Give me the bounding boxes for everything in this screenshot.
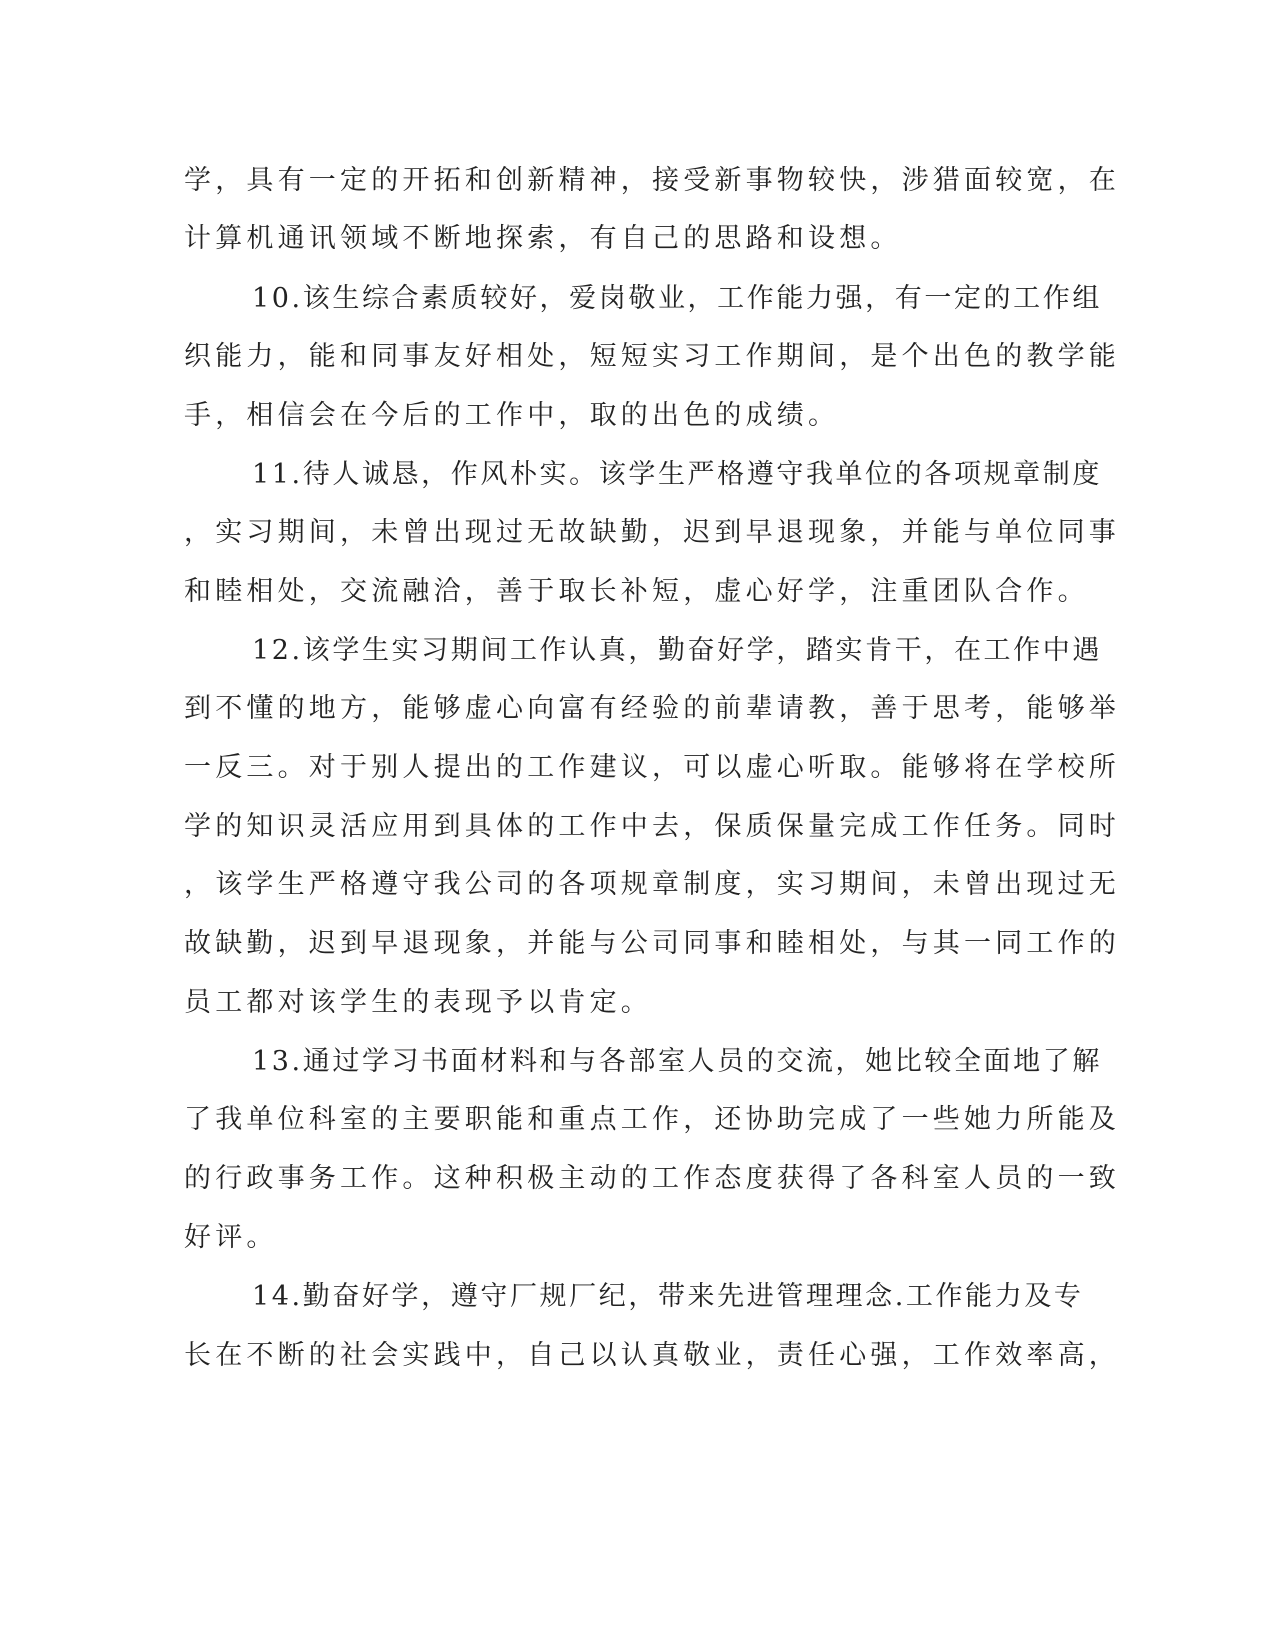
paragraph-line: 织能力，能和同事友好相处，短短实习工作期间，是个出色的教学能	[184, 341, 1120, 372]
paragraph-line: 的行政事务工作。这种积极主动的工作态度获得了各科室人员的一致	[184, 1163, 1120, 1194]
paragraph-line: 长在不断的社会实践中，自己以认真敬业，责任心强，工作效率高，	[184, 1340, 1120, 1371]
paragraph-line: 学的知识灵活应用到具体的工作中去，保质保量完成工作任务。同时	[184, 811, 1120, 842]
paragraph-line: 了我单位科室的主要职能和重点工作，还协助完成了一些她力所能及	[184, 1104, 1120, 1135]
paragraph-13-first-line: 13.通过学习书面材料和与各部室人员的交流，她比较全面地了解	[252, 1046, 1102, 1077]
paragraph-12-first-line: 12.该学生实习期间工作认真，勤奋好学，踏实肯干，在工作中遇	[252, 635, 1102, 666]
paragraph-line: 到不懂的地方，能够虚心向富有经验的前辈请教，善于思考，能够举	[184, 693, 1120, 724]
paragraph-line: 和睦相处，交流融洽，善于取长补短，虚心好学，注重团队合作。	[184, 576, 1089, 607]
paragraph-line: 一反三。对于别人提出的工作建议，可以虚心听取。能够将在学校所	[184, 752, 1120, 783]
paragraph-line: 故缺勤，迟到早退现象，并能与公司同事和睦相处，与其一同工作的	[184, 928, 1120, 959]
paragraph-line: 学，具有一定的开拓和创新精神，接受新事物较快，涉猎面较宽，在	[184, 165, 1120, 196]
paragraph-11-first-line: 11.待人诚恳，作风朴实。该学生严格遵守我单位的各项规章制度	[252, 459, 1102, 490]
paragraph-line: ，该学生严格遵守我公司的各项规章制度，实习期间，未曾出现过无	[184, 869, 1120, 900]
paragraph-14-first-line: 14.勤奋好学，遵守厂规厂纪，带来先进管理理念.工作能力及专	[252, 1281, 1084, 1312]
paragraph-line: 员工都对该学生的表现予以肯定。	[184, 987, 652, 1018]
paragraph-line: 好评。	[184, 1222, 278, 1253]
paragraph-line: 手，相信会在今后的工作中，取的出色的成绩。	[184, 400, 840, 431]
paragraph-line: ，实习期间，未曾出现过无故缺勤，迟到早退现象，并能与单位同事	[184, 517, 1120, 548]
paragraph-10-first-line: 10.该生综合素质较好，爱岗敬业，工作能力强，有一定的工作组	[252, 283, 1102, 314]
paragraph-line: 计算机通讯领域不断地探索，有自己的思路和设想。	[184, 223, 902, 254]
